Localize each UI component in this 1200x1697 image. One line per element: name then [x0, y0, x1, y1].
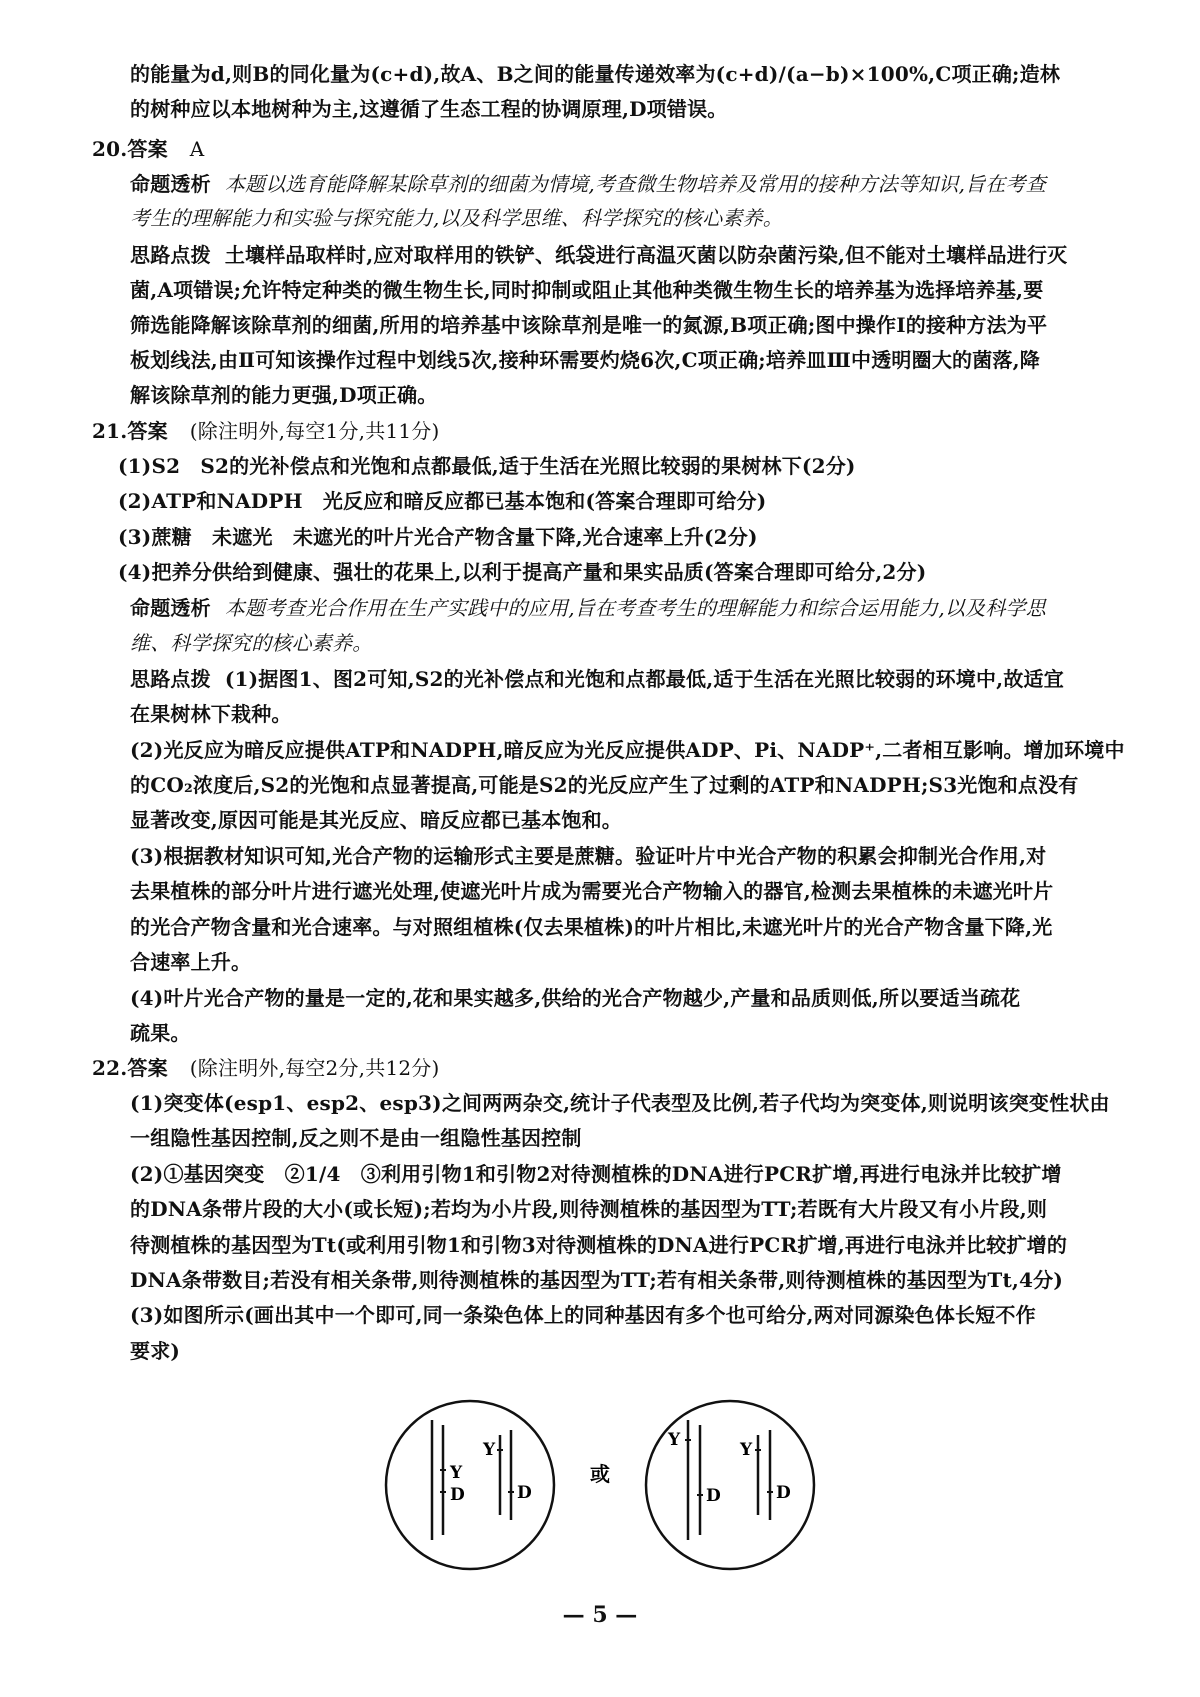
q21-sl-line: 疏果。	[130, 1021, 191, 1045]
text-line: 的能量为d,则B的同化量为(c+d),故A、B之间的能量传递效率为(c+d)/(a−b)×100%,C项正确;造林	[130, 62, 1061, 86]
q22-line: (3)如图所示(画出其中一个即可,同一条染色体上的同种基因有多个也可给分,两对同源染色体长短不作	[130, 1303, 1036, 1327]
q20-sl-tag: 思路点拨	[130, 243, 211, 267]
page-number: — 5 —	[562, 1602, 638, 1628]
q21-answer-line: (3)蔗糖 未遮光 未遮光的叶片光合产物含量下降,光合速率上升(2分)	[118, 525, 758, 549]
q20-mt-tag: 命题透析	[130, 172, 211, 196]
q21-heading	[92, 415, 440, 447]
q21-answer-line: (1)S2 S2的光补偿点和光饱和点都最低,适于生活在光照比较弱的果树林下(2分)	[118, 454, 856, 478]
gene-label-d: D	[450, 1485, 465, 1505]
q22-number: 22.答案	[92, 1056, 168, 1080]
q20-sl-line	[130, 239, 1067, 271]
q22-heading	[92, 1052, 440, 1084]
q22-line: 一组隐性基因控制,反之则不是由一组隐性基因控制	[130, 1126, 582, 1150]
q20-mt-line: 考生的理解能力和实验与探究能力,以及科学思维、科学探究的核心素养。	[130, 206, 783, 230]
q22-line: DNA条带数目;若没有相关条带,则待测植株的基因型为TT;若有相关条带,则待测植株的基因型为Tt,4分)	[130, 1268, 1064, 1292]
q21-answer-line: (4)把养分供给到健康、强壮的花果上,以利于提高产量和果实品质(答案合理即可给分,2分)	[118, 560, 927, 584]
gene-label-y: Y	[483, 1440, 496, 1460]
or-label: 或	[590, 1462, 610, 1486]
q21-sl-line: 的CO₂浓度后,S2的光饱和点显著提高,可能是S2的光反应产生了过剩的ATP和NADPH;S3光饱和点没有	[130, 773, 1079, 797]
q21-sl-line: 去果植株的部分叶片进行遮光处理,使遮光叶片成为需要光合产物输入的器官,检测去果植株的未遮光叶片	[130, 879, 1054, 903]
gene-label-d: D	[706, 1486, 721, 1506]
chromosome-figure	[380, 1395, 860, 1575]
gene-label-y: Y	[450, 1463, 463, 1483]
q20-heading	[92, 133, 204, 165]
q22-note: (除注明外,每空2分,共12分)	[189, 1056, 440, 1080]
q21-mt-tag: 命题透析	[130, 596, 211, 620]
q21-note: (除注明外,每空1分,共11分)	[189, 419, 440, 443]
gene-label-d: D	[517, 1483, 532, 1503]
gene-label-y: Y	[740, 1440, 753, 1460]
q20-sl-line: 解该除草剂的能力更强,D项正确。	[130, 383, 438, 407]
q21-sl-line: 在果树林下栽种。	[130, 702, 292, 726]
q21-sl-text: (1)据图1、图2可知,S2的光补偿点和光饱和点都最低,适于生活在光照比较弱的环境中,故适宜	[224, 667, 1064, 691]
q20-sl-line: 板划线法,由Ⅱ可知该操作过程中划线5次,接种环需要灼烧6次,C项正确;培养皿Ⅲ中透明圈大的菌落,降	[130, 348, 1040, 372]
q20-sl-text: 土壤样品取样时,应对取样用的铁铲、纸袋进行高温灭菌以防杂菌污染,但不能对土壤样品进行灭	[224, 243, 1068, 267]
cell-diagram-right	[646, 1401, 814, 1569]
q22-line: 的DNA条带片段的大小(或长短);若均为小片段,则待测植株的基因型为TT;若既有大片段又有小片段,则	[130, 1197, 1048, 1221]
q22-line: 待测植株的基因型为Tt(或利用引物1和引物3对待测植株的DNA进行PCR扩增,再进行电泳并比较扩增的	[130, 1233, 1068, 1257]
q20-mt-line	[130, 168, 1046, 200]
q21-sl-line: (3)根据教材知识可知,光合产物的运输形式主要是蔗糖。验证叶片中光合产物的积累会抑制光合作用,对	[130, 844, 1047, 868]
q21-sl-line	[130, 663, 1064, 695]
q22-line: 要求)	[130, 1339, 181, 1363]
q21-number: 21.答案	[92, 419, 168, 443]
q22-line: (1)突变体(esp1、esp2、esp3)之间两两杂交,统计子代表型及比例,若子代均为突变体,则说明该突变性状由	[130, 1091, 1110, 1115]
q21-sl-line: 的光合产物含量和光合速率。与对照组植株(仅去果植株)的叶片相比,未遮光叶片的光合产物含量下降,光	[130, 915, 1053, 939]
q21-sl-line: 合速率上升。	[130, 950, 252, 974]
q20-sl-line: 菌,A项错误;允许特定种类的微生物生长,同时抑制或阻止其他种类微生物生长的培养基为选择培养基,要	[130, 278, 1044, 302]
cell-diagram-left	[386, 1401, 554, 1569]
gene-label-d: D	[776, 1483, 791, 1503]
q20-answer: A	[189, 137, 205, 161]
gene-label-y: Y	[668, 1430, 681, 1450]
q21-sl-line: (4)叶片光合产物的量是一定的,花和果实越多,供给的光合产物越少,产量和品质则低,所以要适当疏花	[130, 986, 1021, 1010]
q22-line: (2)①基因突变 ②1/4 ③利用引物1和引物2对待测植株的DNA进行PCR扩增,再进行电泳并比较扩增	[130, 1162, 1062, 1186]
q21-answer-line: (2)ATP和NADPH 光反应和暗反应都已基本饱和(答案合理即可给分)	[118, 489, 767, 513]
q21-sl-tag: 思路点拨	[130, 667, 211, 691]
q21-sl-line: (2)光反应为暗反应提供ATP和NADPH,暗反应为光反应提供ADP、Pi、NADP⁺,二者相互影响。增加环境中	[130, 738, 1125, 762]
q20-mt-text: 本题以选育能降解某除草剂的细菌为情境,考查微生物培养及常用的接种方法等知识,旨在考查	[224, 172, 1046, 196]
q20-number: 20.答案	[92, 137, 168, 161]
q21-mt-line	[130, 592, 1046, 624]
q21-sl-line: 显著改变,原因可能是其光反应、暗反应都已基本饱和。	[130, 808, 622, 832]
text-line: 的树种应以本地树种为主,这遵循了生态工程的协调原理,D项错误。	[130, 97, 728, 121]
q21-mt-text: 本题考查光合作用在生产实践中的应用,旨在考查考生的理解能力和综合运用能力,以及科学思	[224, 596, 1046, 620]
q20-sl-line: 筛选能降解该除草剂的细菌,所用的培养基中该除草剂是唯一的氮源,B项正确;图中操作Ⅰ的接种方法为平	[130, 313, 1048, 337]
q21-mt-line: 维、科学探究的核心素养。	[130, 631, 373, 655]
